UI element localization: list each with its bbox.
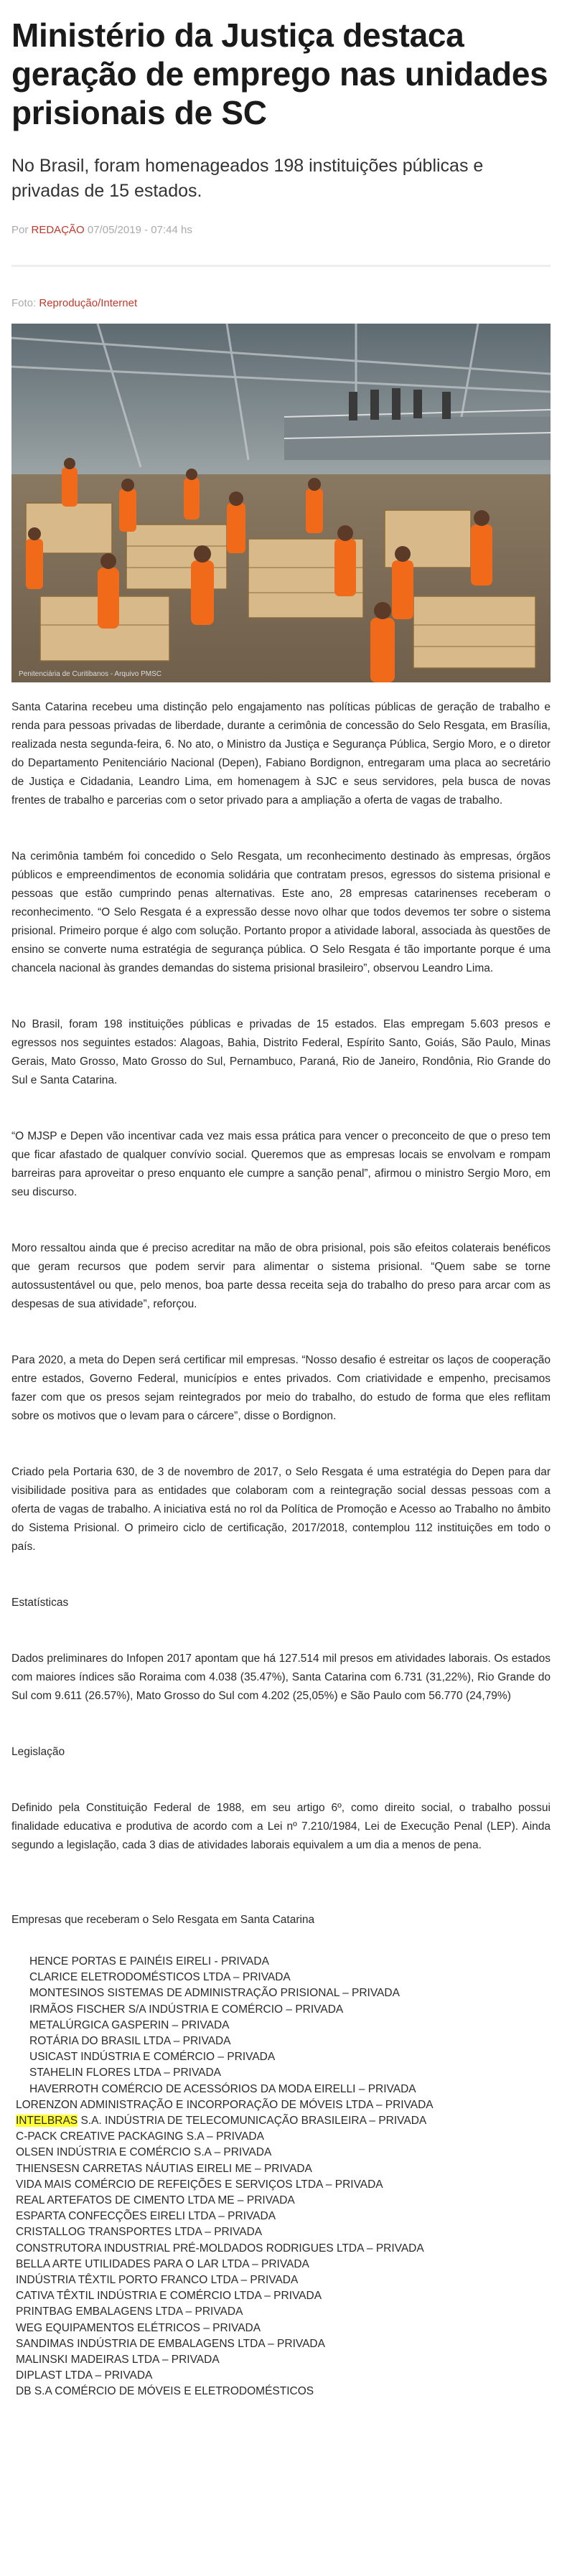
section-title-legislation: Legislação bbox=[11, 1746, 65, 1758]
paragraph: No Brasil, foram 198 instituições públicas e privadas de 15 estados. Elas empregam 5.603 presos e egressos nos seguintes estados: Alagoas, Bahia, Distrito Federal, Espírito Santo, Goiás, São Paulo, Minas Gerais, Mato Grosso, Mato Grosso do Sul, Pernambuco, Paraná, Rio de Janeiro, Rondônia, Rio Grande do Sul e Santa Catarina. bbox=[11, 1018, 551, 1086]
list-item: HAVERROTH COMÉRCIO DE ACESSÓRIOS DA MODA EIRELLI – PRIVADA bbox=[29, 2082, 416, 2095]
list-item: CLARICE ELETRODOMÉSTICOS LTDA – PRIVADA bbox=[29, 1971, 291, 1984]
list-item: HENCE PORTAS E PAINÉIS EIRELI - PRIVADA bbox=[29, 1955, 269, 1968]
divider bbox=[11, 265, 551, 267]
list-item: USICAST INDÚSTRIA E COMÉRCIO – PRIVADA bbox=[29, 2051, 276, 2064]
article-photo bbox=[11, 324, 551, 682]
list-item: CATIVA TÊXTIL INDÚSTRIA E COMÉRCIO LTDA – PRIVADA bbox=[16, 2290, 322, 2303]
photo-credit bbox=[11, 297, 551, 309]
paragraph: “O MJSP e Depen vão incentivar cada vez mais essa prática para vencer o preconceito de que o preso tem que ficar afastado de qualquer convívio social. Queremos que as empresas locais se envolvam e rompam barreiras para aproveitar o preso enquanto ele cumpre a sanção penal”, afirmou o ministro Sergio Moro, em seu discurso. bbox=[11, 1130, 551, 1198]
article-body bbox=[11, 698, 551, 2400]
article-title: Ministério da Justiça destaca geração de emprego nas unidades prisionais de SC bbox=[11, 17, 548, 131]
article bbox=[11, 0, 551, 2400]
list-item: IRMÃOS FISCHER S/A INDÚSTRIA E COMÉRCIO – PRIVADA bbox=[29, 2003, 344, 2016]
list-item: REAL ARTEFATOS DE CIMENTO LTDA ME – PRIVADA bbox=[16, 2194, 295, 2207]
list-item: PRINTBAG EMBALAGENS LTDA – PRIVADA bbox=[16, 2305, 243, 2318]
prison-workshop-image bbox=[11, 324, 551, 682]
list-item: STAHELIN FLORES LTDA – PRIVADA bbox=[29, 2067, 222, 2079]
list-item bbox=[11, 2113, 551, 2129]
list-item: DB S.A COMÉRCIO DE MÓVEIS E ELETRODOMÉSTICOS bbox=[16, 2385, 314, 2398]
section-title-statistics: Estatísticas bbox=[11, 1597, 69, 1609]
company-list bbox=[11, 1954, 551, 2400]
list-item: WEG EQUIPAMENTOS ELÉTRICOS – PRIVADA bbox=[16, 2321, 261, 2334]
paragraph: Para 2020, a meta do Depen será certificar mil empresas. “Nosso desafio é estreitar os laços de cooperação entre estados, Governo Federal, municípios e entes privados. Com criatividade e empenho, precisamos fazer com que os presos sejam reintegrados por meio do trabalho, do estudo de forma que eles reflitam sobre os motivos que o levam para o cárcere”, disse o Bordignon. bbox=[11, 1354, 551, 1422]
author-link[interactable]: REDAÇÃO bbox=[31, 224, 85, 236]
highlighted-company: INTELBRAS bbox=[16, 2115, 78, 2128]
list-item: THIENSESN CARRETAS NÁUTIAS EIRELI ME – PRIVADA bbox=[16, 2162, 312, 2175]
list-item: C-PACK CREATIVE PACKAGING S.A – PRIVADA bbox=[16, 2130, 264, 2143]
list-item: MONTESINOS SISTEMAS DE ADMINISTRAÇÃO PRISIONAL – PRIVADA bbox=[29, 1987, 400, 2000]
list-item: INDÚSTRIA TÊXTIL PORTO FRANCO LTDA – PRIVADA bbox=[16, 2274, 299, 2287]
list-item: BELLA ARTE UTILIDADES PARA O LAR LTDA – PRIVADA bbox=[16, 2257, 309, 2270]
paragraph: Moro ressaltou ainda que é preciso acreditar na mão de obra prisional, pois são efeitos colaterais benéficos que geram recursos que podem servir para alimentar o sistema prisional. “Quem sabe se torne autossustentável ou que, pelo menos, boa parte dessa receita seja do trabalho do preso para arcar com as despesas de sua atividade”, reforçou. bbox=[11, 1242, 551, 1310]
photo-caption: Penitenciária de Curitibanos - Arquivo PMSC bbox=[19, 670, 161, 678]
section-title-companies: Empresas que receberam o Selo Resgata em Santa Catarina bbox=[11, 1914, 315, 1926]
paragraph: Santa Catarina recebeu uma distinção pelo engajamento nas políticas públicas de geração de trabalho e renda para pessoas privadas de liberdade, durante a cerimônia de concessão do Selo Resgata, em Brasília, realizada nesta segunda-feira, 6. No ato, o Ministro da Justiça e Segurança Pública, Sergio Moro, e o diretor do Departamento Penitenciário Nacional (Depen), Fabiano Bordignon, entregaram uma placa ao secretário de Justiça e Cidadania, Leandro Lima, em homenagem à SJC e seus servidores, pela busca de novas frentes de trabalho e parcerias com o setor privado para a ampliação a oferta de vagas de trabalho. bbox=[11, 701, 551, 807]
paragraph: Na cerimônia também foi concedido o Selo Resgata, um reconhecimento destinado às empresas, órgãos públicos e empreendimentos de economia solidária que contratam presos, egressos do sistema prisional e pessoas que estão cumprindo penas alternativas. Este ano, 28 empresas catarinenses receberam o reconhecimento. “O Selo Resgata é a expressão desse novo olhar que todos devemos ter sobre o sistema prisional. Primeiro porque é algo com solução. Portanto propor a atividade laboral, associada às questões de ensino se converte numa estratégia de segurança pública. O Selo Resgata é tão importante porque é uma chancela nacional às grandes demandas do sistema prisional brasileiro”, observou Leandro Lima. bbox=[11, 850, 551, 974]
list-item: CONSTRUTORA INDUSTRIAL PRÉ-MOLDADOS RODRIGUES LTDA – PRIVADA bbox=[16, 2242, 424, 2255]
legislation-paragraph: Definido pela Constituição Federal de 1988, em seu artigo 6º, como direito social, o trabalho possui finalidade educativa e produtiva de acordo com a Lei nº 7.210/1984, Lei de Execução Penal (LEP). Ainda segundo a legislação, cada 3 dias de atividades laborais equivalem a um dia a menos de pena. bbox=[11, 1802, 551, 1851]
list-item: MALINSKI MADEIRAS LTDA – PRIVADA bbox=[16, 2354, 220, 2366]
byline-prefix: Por bbox=[11, 224, 32, 236]
list-item: SANDIMAS INDÚSTRIA DE EMBALAGENS LTDA – PRIVADA bbox=[16, 2337, 325, 2350]
photo-credit-label: Foto: bbox=[11, 297, 39, 309]
list-item: CRISTALLOG TRANSPORTES LTDA – PRIVADA bbox=[16, 2226, 263, 2239]
list-item: METALÚRGICA GASPERIN – PRIVADA bbox=[29, 2018, 230, 2031]
list-item: ROTÁRIA DO BRASIL LTDA – PRIVADA bbox=[29, 2035, 231, 2048]
photo-credit-source[interactable]: Reprodução/Internet bbox=[39, 297, 138, 309]
article-subtitle: No Brasil, foram homenageados 198 instituições públicas e privadas de 15 estados. bbox=[11, 156, 484, 201]
list-item: ESPARTA CONFECÇÕES EIRELI LTDA – PRIVADA bbox=[16, 2210, 276, 2223]
list-item: LORENZON ADMINISTRAÇÃO E INCORPORAÇÃO DE MÓVEIS LTDA – PRIVADA bbox=[16, 2098, 434, 2111]
byline bbox=[11, 224, 551, 236]
list-item: DIPLAST LTDA – PRIVADA bbox=[16, 2369, 153, 2382]
list-item-text: S.A. INDÚSTRIA DE TELECOMUNICAÇÃO BRASILEIRA – PRIVADA bbox=[80, 2115, 427, 2128]
paragraph: Criado pela Portaria 630, de 3 de novembro de 2017, o Selo Resgata é uma estratégia do Depen para dar visibilidade positiva para as entidades que colaboram com a reintegração social dessas pessoas com a oferta de vagas de trabalho. A iniciativa está no rol da Política de Promoção e Acesso ao Trabalho no âmbito do Sistema Prisional. O primeiro ciclo de certificação, 2017/2018, contemplou 112 instituições em todo o país. bbox=[11, 1466, 551, 1553]
list-item: OLSEN INDÚSTRIA E COMÉRCIO S.A – PRIVADA bbox=[16, 2146, 272, 2159]
list-item: VIDA MAIS COMÉRCIO DE REFEIÇÕES E SERVIÇOS LTDA – PRIVADA bbox=[16, 2178, 383, 2191]
publish-date: 07/05/2019 - 07:44 hs bbox=[84, 224, 192, 236]
statistics-paragraph: Dados preliminares do Infopen 2017 apontam que há 127.514 mil presos em atividades laborais. Os estados com maiores índices são Roraima com 4.038 (35.47%), Santa Catarina com 6.731 (31,22%), Rio Grande do Sul com 9.611 (26.57%), Mato Grosso do Sul com 4.202 (25,05%) e São Paulo com 56.770 (24,79%) bbox=[11, 1653, 551, 1702]
